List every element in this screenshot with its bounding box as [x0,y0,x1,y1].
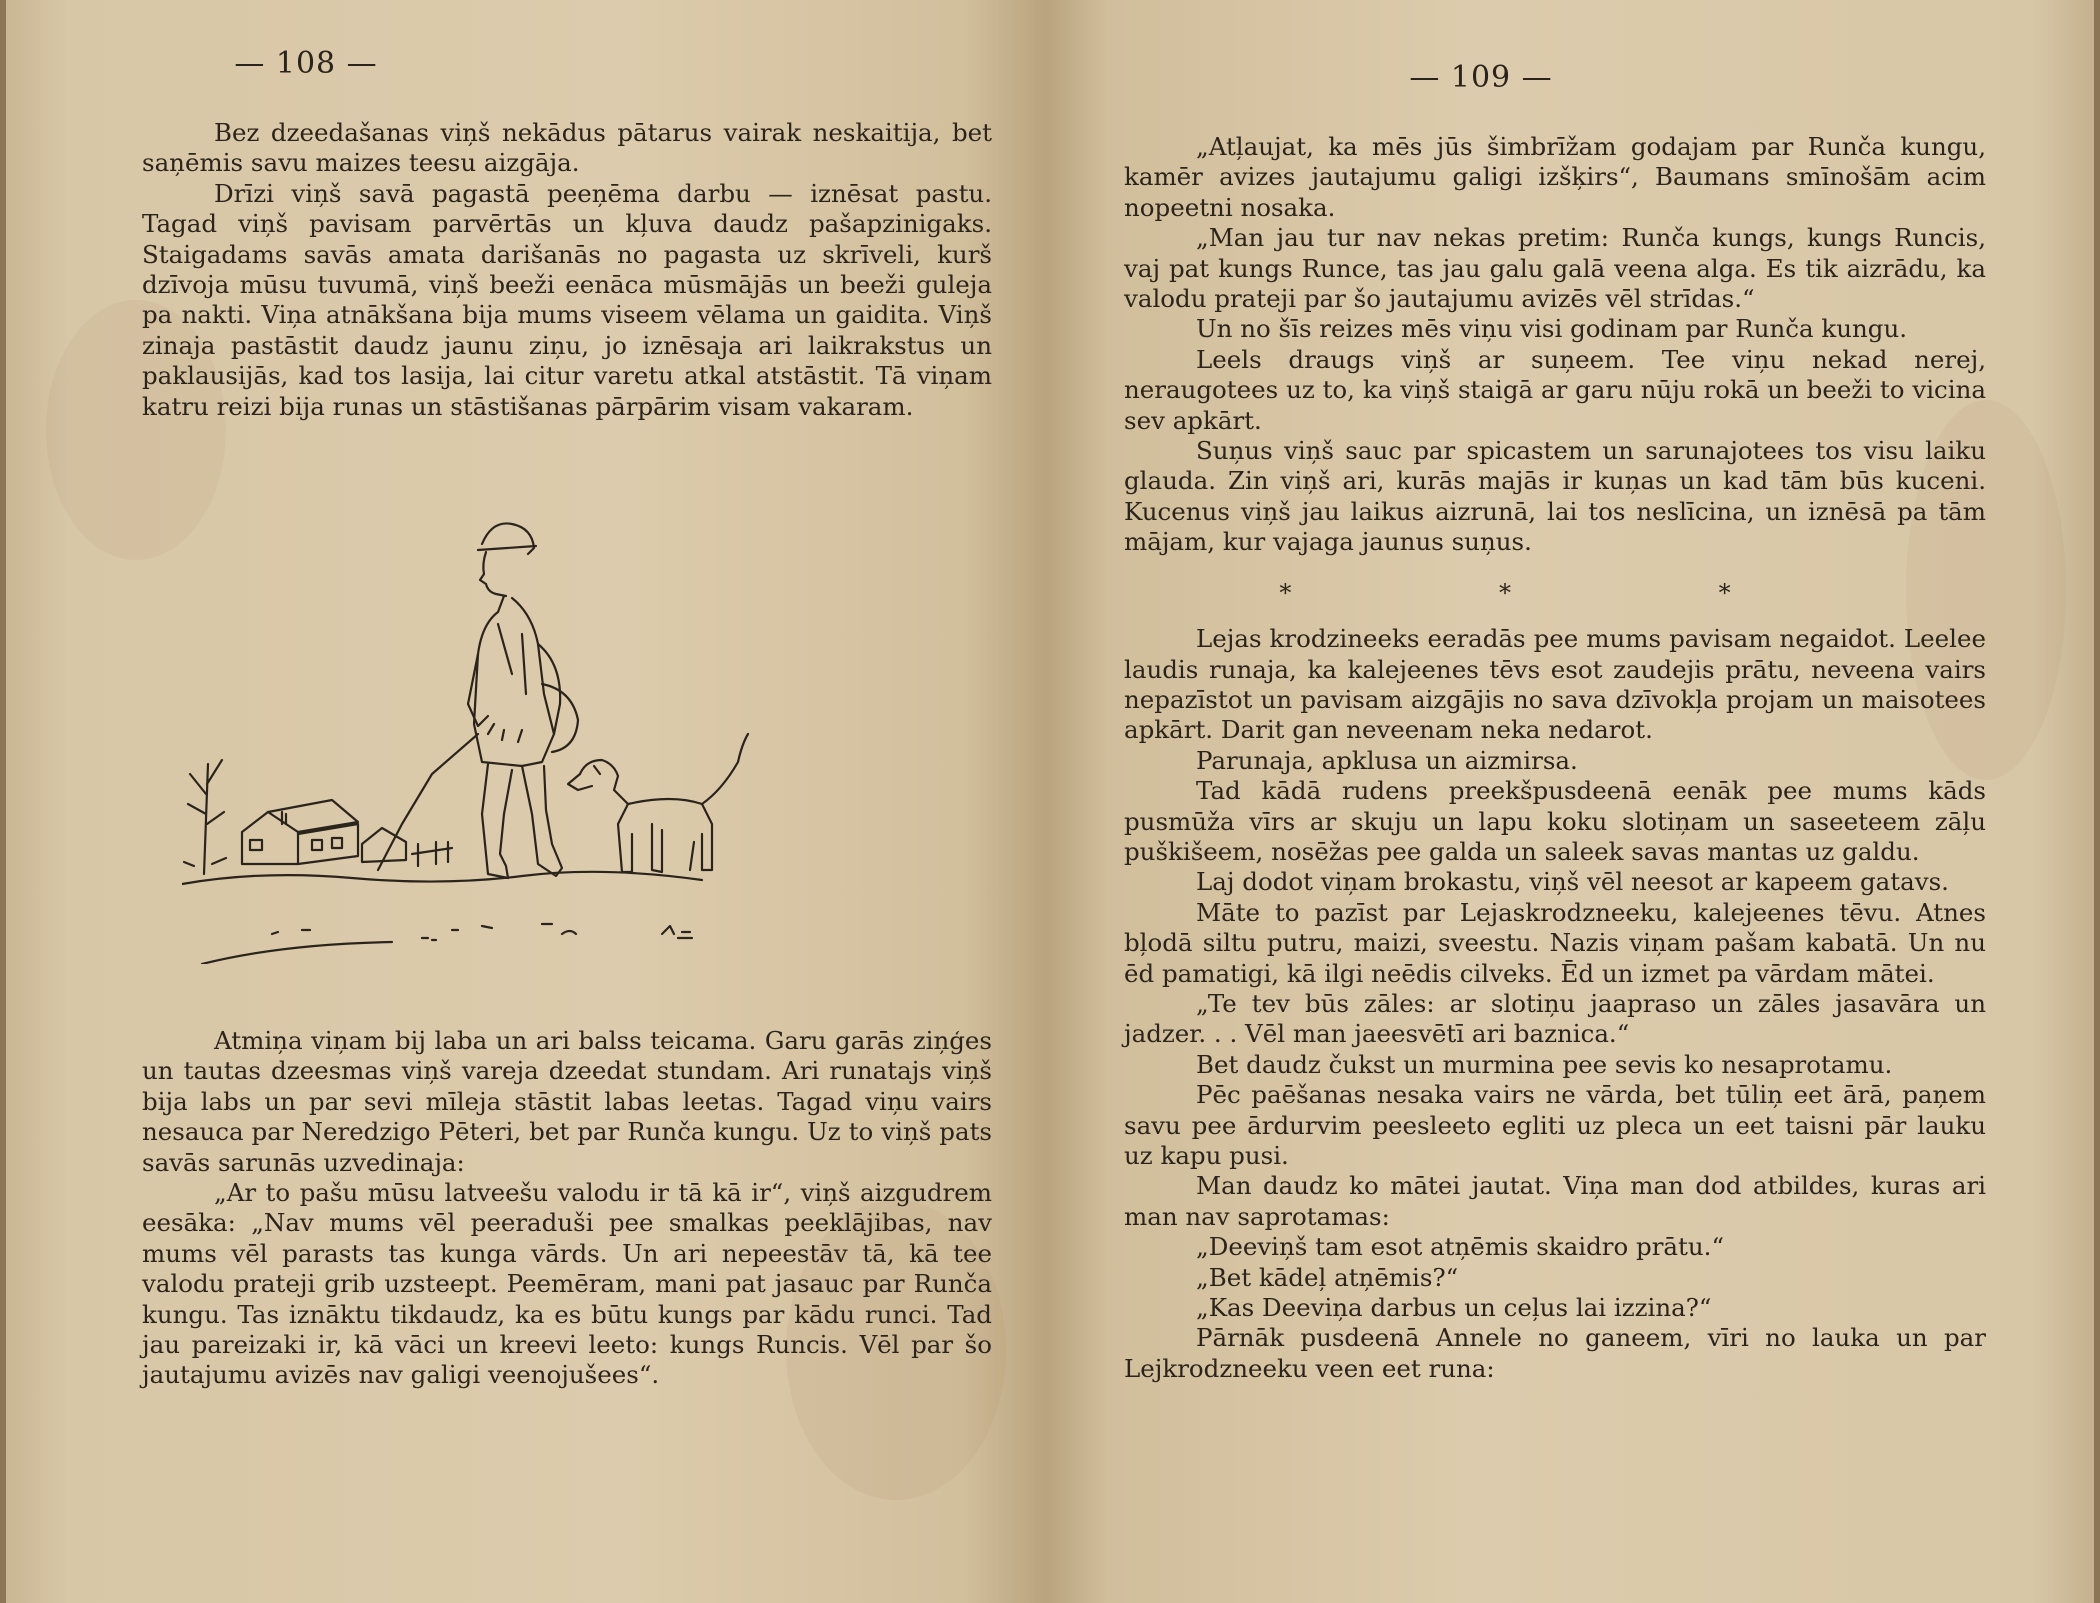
paragraph: Parunaja, apklusa un aizmirsa. [1196,745,1578,775]
paragraph: „Ar to pašu mūsu latveešu valodu ir tā kā ir“, viņš aizgudrem eesāka: „Nav mums vēl peeraduši pee smalkas peeklājibas, nav mums vēl parasts tas kunga vārds. Un ari nepeestāv tā, kā tee valodu prateji grib uzsteept. Peemēram, mani pat jasauc par Runča kungu. Tas iznāktu tikdaudz, ka es būtu kungs par kādu runci. Tad jau pareizaki ir, kā vāci un kreevi leeto: kungs Runcis. Vēl par šo jautajumu avizēs nav galigi veenojušees“. [142,1178,992,1390]
paragraph: Man daudz ko mātei jautat. Viņa man dod atbildes, kuras ari man nav saprotamas: [1124,1171,1986,1231]
left-top-text [142,118,992,422]
paragraph: „Man jau tur nav nekas pretim: Runča kungs, kungs Runcis, vaj pat kungs Runce, tas jau galu galā veena alga. Es tik aizrādu, ka valodu prateji par šo jautajumu avizēs vēl strīdas.“ [1124,223,1986,314]
paragraph: Māte to pazīst par Lejaskrodzneeku, kalejeenes tēvu. Atnes bļodā siltu putru, maizi, sveestu. Nazis viņam pašam kabatā. Un nu ēd pamatigi, kā ilgi neēdis cilveks. Ēd un izmet pa vārdam mātei. [1124,897,1986,988]
page-number-right: — 109 — [1409,60,1553,95]
paragraph: Pārnāk pusdeenā Annele no ganeem, vīri no lauka un par Lejkrodzneeku veen eet runa: [1124,1323,1986,1383]
paragraph: „Te tev būs zāles: ar slotiņu jaaprasо un zāles jasavāra un jadzer. . . Vēl man jaeesvētī ari baznica.“ [1124,988,1986,1049]
right-page [1046,0,2100,1603]
paragraph: Drīzi viņš savā pagastā peeņēma darbu — iznēsat pastu. Tagad viņš pavisam parvērtās un kļuva daudz pašapzinigaks. Staigadams savās amata darišanās no pagasta uz skrīveli, kurš dzīvoja mūsu tuvumā, viņš beeži eenāca mūsmājās un beeži guleja pa nakti. Viņa atnākšana bija mums viseem vēlama un gaidita. Viņš zinaja pastāstit daudz jaunu ziņu, jo iznēsaja ari laikrakstus un paklausijās, kad tos lasija, lai citur varetu atkal atstāstit. Tā viņam katru reizi bija runas un stāstišanas pārpārim visam vakaram. [142,178,992,421]
page-number-left: — 108 — [234,46,378,81]
paragraph: „Deeviņš tam esot atņēmis skaidro prātu.“ [1196,1232,1724,1262]
paragraph: Un no šīs reizes mēs viņu visi godinam par Runča kungu. [1196,314,1908,344]
man-with-dog-illustration [182,494,752,964]
right-main-text [1124,132,1986,1384]
paragraph: „Bet kādeļ atņēmis?“ [1196,1262,1459,1292]
paragraph: Lejas krodzineeks eeradās pee mums pavisam negaidot. Leelee laudis runaja, ka kalejeenes tēvs esot zaudejis prātu, neveena vairs nepazīstot un pavisam aizgājis no sava dzīvokļa projam un maisotees apkārt. Darit gan neveenam neka nedarot. [1124,624,1986,745]
section-break: * * * [1279,578,1831,607]
paragraph: Bet daudz čukst un murmina pee sevis ko nesaprotamu. [1196,1049,1893,1079]
paragraph: Pēc paēšanas nesaka vairs ne vārda, bet tūliņ eet ārā, paņem savu pee ārdurvim peesleeto egliti uz pleca un eet taisni pār lauku uz kapu pusi. [1124,1080,1986,1170]
left-page [0,0,1046,1603]
paragraph: „Atļaujat, ka mēs jūs šimbrīžam godajam par Runča kungu, kamēr avizes jautajumu galigi izšķirs“, Baumans smīnošām acim nopeetni nosaka. [1124,132,1986,222]
paragraph: Suņus viņš sauc par spicastem un sarunajotees tos visu laiku glauda. Zin viņš ari, kurās majās ir kuņas un kad tām būs kuceni. Kucenus viņš jau laikus aizrunā, lai tos neslīcina, un iznēsā pa tām mājam, kur vajaga jaunus suņus. [1124,436,1986,557]
paragraph: Tad kādā rudens preekšpusdeenā eenāk pee mums kāds pusmūža vīrs ar skuju un lapu koku slotiņam un saseeteem zāļu puškišeem, nosēžas pee galda un saleek savas mantas uz galdu. [1124,776,1986,866]
paragraph: Atmiņa viņam bij laba un ari balss teicama. Garu garās ziņģes un tautas dzeesmas viņš vareja dzeedat stundam. Ari runatajs viņš bija labs un par sevi mīleja stāstit labas leetas. Tagad viņu vairs nesauca par Neredzigo Pēteri, bet par Runča kungu. Uz to viņš pats savās sarunās uzvedinaja: [142,1026,992,1177]
paragraph: Leels draugs viņš ar suņeem. Tee viņu nekad nerej, neraugotees uz to, ka viņš staigā ar garu nūju rokā un beeži to vicina sev apkārt. [1124,344,1986,435]
paragraph: „Kas Deeviņa darbus un ceļus lai izzina?“ [1196,1293,1712,1323]
left-bottom-text [142,1026,992,1391]
paragraph: Laj dodot viņam brokastu, viņš vēl neesot ar kapeem gatavs. [1196,867,1949,897]
illustration-drawing [182,494,752,964]
paragraph: Bez dzeedašanas viņš nekādus pātarus vairak neskaitija, bet saņēmis savu maizes teesu aizgāja. [142,118,992,178]
